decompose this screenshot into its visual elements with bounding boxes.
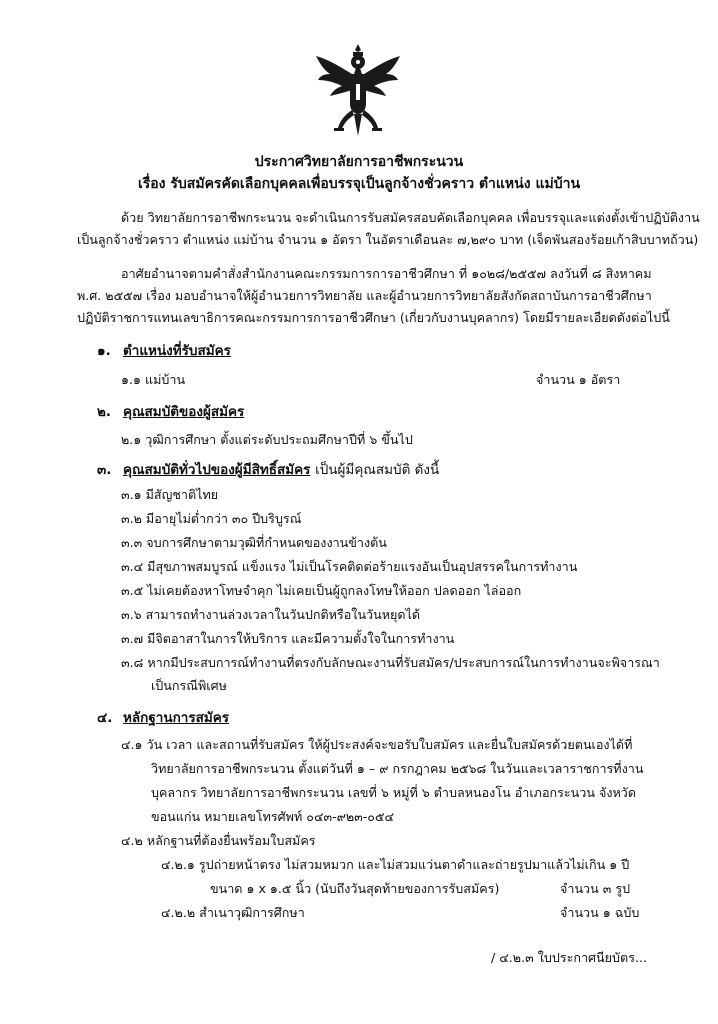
section4-item-421-line2: ขนาด ๑ x ๑.๕ นิ้ว (นับถึงวันสุดท้ายของการรับสมัคร) [210, 881, 500, 896]
section2-number: ๒. [97, 404, 112, 420]
section3-item-8-cont: เป็นกรณีพิเศษ [151, 678, 227, 693]
section4-item-41-line2: วิทยาลัยการอาชีพกระนวน ตั้งแต่วันที่ ๑ – ๙ กรกฎาคม ๒๕๖๘ ในวันและเวลาราชการที่งาน [151, 761, 644, 776]
section4-number: ๔. [97, 710, 113, 726]
section1-quantity: จำนวน ๑ อัตรา [536, 372, 621, 387]
section3-item-3: ๓.๓ จบการศึกษาตามวุฒิที่กำหนดของงานข้างต้น [121, 535, 387, 550]
intro-p1-line2: เป็นลูกจ้างชั่วคราว ตำแหน่ง แม่บ้าน จำนวน ๑ อัตรา ในอัตราเดือนละ ๗,๒๙๐ บาท (เจ็ดพันสองร้อยเก้าสิบบาทถ้วน) [77, 232, 699, 247]
section3-item-7: ๓.๗ มีจิตอาสาในการให้บริการ และมีความตั้งใจในการทำงาน [121, 631, 455, 646]
section2-title: คุณสมบัติของผู้สมัคร [123, 404, 245, 420]
section3-number: ๓. [97, 462, 112, 478]
section3-title-suffix: เป็นผู้มีคุณสมบัติ ดังนี้ [315, 462, 440, 478]
section3-title: คุณสมบัติทั่วไปของผู้มีสิทธิ์สมัคร [123, 462, 311, 478]
announcement-title: ประกาศวิทยาลัยการอาชีพกระนวน [254, 154, 464, 170]
section4-item-41-line1: ๔.๑ วัน เวลา และสถานที่รับสมัคร ให้ผู้ประสงค์จะขอรับใบสมัคร และยื่นใบสมัครด้วยตนเองได้ที่ [121, 737, 633, 752]
section4-item-421-line1: ๔.๒.๑ รูปถ่ายหน้าตรง ไม่สวมหมวก และไม่สวมแว่นตาดำและถ่ายรูปมาแล้วไม่เกิน ๑ ปี [161, 857, 630, 872]
section4-title: หลักฐานการสมัคร [123, 710, 230, 726]
intro-p2-line3: ปฏิบัติราชการแทนเลขาธิการคณะกรรมการการอาชีวศึกษา (เกี่ยวกับงานบุคลากร) โดยมีรายละเอียดดังต่อไปนี้ [77, 310, 670, 325]
section4-item-42: ๔.๒ หลักฐานที่ต้องยื่นพร้อมใบสมัคร [121, 833, 316, 848]
garuda-emblem-icon [312, 40, 404, 140]
section3-item-5: ๓.๕ ไม่เคยต้องหาโทษจำคุก ไม่เคยเป็นผู้ถูกลงโทษให้ออก ปลดออก ไล่ออก [121, 583, 522, 598]
intro-p2-line2: พ.ศ. ๒๕๕๗ เรื่อง มอบอำนาจให้ผู้อำนวยการวิทยาลัย และผู้อำนวยการวิทยาลัยสังกัดสถาบันการอาชีวศึกษา [77, 288, 652, 303]
section4-item-41-line3: บุคลากร วิทยาลัยการอาชีพกระนวน เลขที่ ๖ หมู่ที่ ๖ ตำบลหนองโน อำเภอกระนวน จังหวัด [151, 785, 637, 800]
section3-item-6: ๓.๖ สามารถทำงานล่วงเวลาในวันปกติหรือในวันหยุดได้ [121, 607, 421, 622]
page-continuation: / ๔.๒.๓ ใบประกาศนียบัตร... [491, 950, 647, 965]
section4-item-422-quantity: จำนวน ๑ ฉบับ [560, 905, 640, 920]
section3-item-8: ๓.๘ หากมีประสบการณ์ทำงานที่ตรงกับลักษณะงานที่รับสมัคร/ประสบการณ์ในการทำงานจะพิจารณา [121, 655, 660, 670]
section3-item-4: ๓.๔ มีสุขภาพสมบูรณ์ แข็งแรง ไม่เป็นโรคติดต่อร้ายแรงอันเป็นอุปสรรคในการทำงาน [121, 559, 578, 574]
section4-item-422: ๔.๒.๒ สำเนาวุฒิการศึกษา [161, 905, 305, 920]
section4-item-41-line4: ขอนแก่น หมายเลขโทรศัพท์ ๐๔๓-๙๒๓-๐๕๔ [151, 809, 395, 824]
section4-item-421-quantity: จำนวน ๓ รูป [560, 881, 631, 896]
intro-p1-line1: ด้วย วิทยาลัยการอาชีพกระนวน จะดำเนินการรับสมัครสอบคัดเลือกบุคคล เพื่อบรรจุและแต่งตั้งเข้าปฏิบัติงาน [121, 210, 700, 225]
section3-item-1: ๓.๑ มีสัญชาติไทย [121, 487, 219, 502]
section3-item-2: ๓.๒ มีอายุไม่ต่ำกว่า ๓๐ ปีบริบูรณ์ [121, 511, 302, 526]
announcement-subject: เรื่อง รับสมัครคัดเลือกบุคคลเพื่อบรรจุเป็นลูกจ้างชั่วคราว ตำแหน่ง แม่บ้าน [137, 176, 581, 192]
section2-item: ๒.๑ วุฒิการศึกษา ตั้งแต่ระดับประถมศึกษาปีที่ ๖ ขึ้นไป [121, 432, 413, 447]
section1-number: ๑. [97, 343, 111, 359]
section1-item: ๑.๑ แม่บ้าน [121, 372, 186, 387]
section1-title: ตำแหน่งที่รับสมัคร [123, 343, 231, 359]
intro-p2-line1: อาศัยอำนาจตามคำสั่งสำนักงานคณะกรรมการการอาชีวศึกษา ที่ ๑๐๒๘/๒๕๕๗ ลงวันที่ ๘ สิงหาคม [121, 266, 652, 281]
